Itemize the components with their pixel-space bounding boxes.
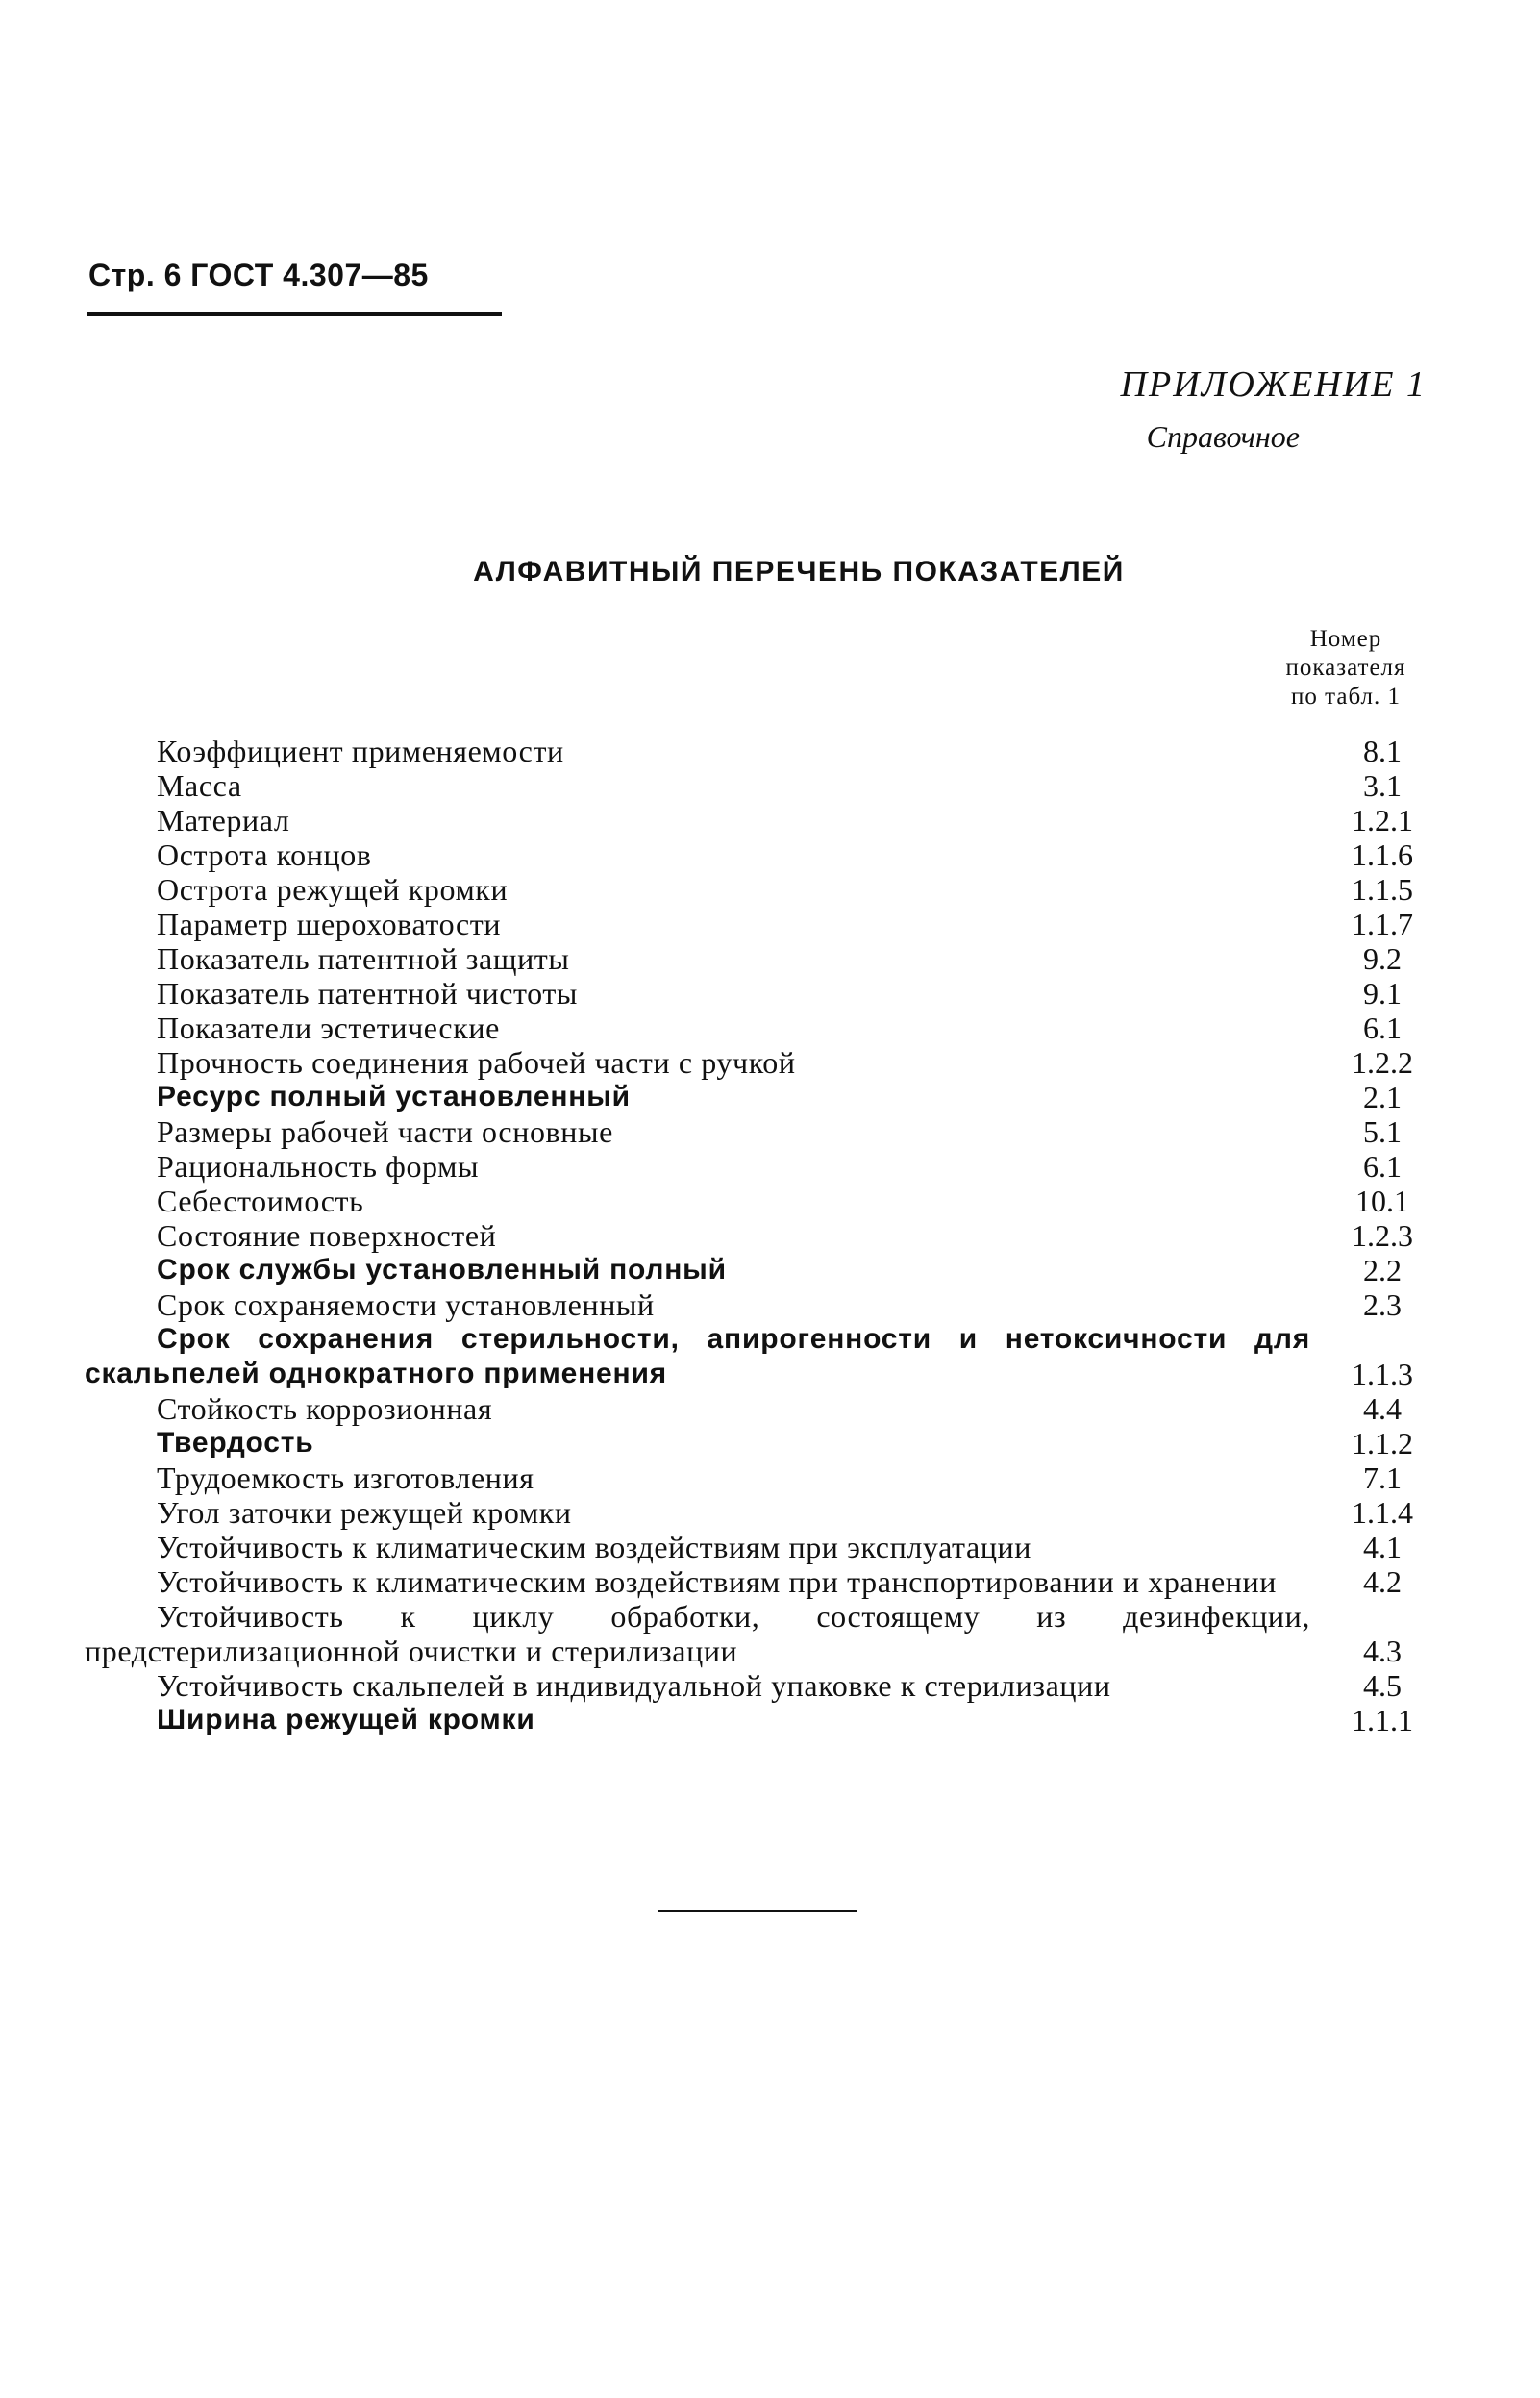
entry-number: 3.1: [1363, 768, 1402, 803]
entry-number: 1.1.4: [1352, 1495, 1413, 1530]
end-divider: [658, 1910, 857, 1912]
entry-term: Показатели эстетические: [157, 1011, 500, 1045]
index-entry: [85, 734, 1435, 768]
index-entry: [85, 976, 1435, 1011]
appendix-note: Справочное: [1146, 419, 1300, 454]
index-entry: [85, 1149, 1435, 1184]
list-title: АЛФАВИТНЫЙ ПЕРЕЧЕНЬ ПОКАЗАТЕЛЕЙ: [473, 556, 1125, 587]
entry-number: 4.3: [1363, 1634, 1402, 1668]
page-header: Стр. 6 ГОСТ 4.307—85: [88, 258, 429, 292]
entry-number: 8.1: [1363, 734, 1402, 768]
index-entry: [85, 1011, 1435, 1045]
index-entry: [85, 941, 1435, 976]
index-entry: [85, 1045, 1435, 1080]
index-entry: [85, 1703, 1435, 1737]
index-entry: [85, 1426, 1435, 1461]
entry-number: 4.2: [1363, 1564, 1402, 1599]
index-list: [85, 734, 1435, 1737]
index-entry: [85, 1184, 1435, 1218]
appendix-title: ПРИЛОЖЕНИЕ 1: [1120, 364, 1427, 405]
index-entry: [85, 768, 1435, 803]
index-entry: [85, 1530, 1435, 1564]
index-entry: [85, 1461, 1435, 1495]
entry-number: 1.1.7: [1352, 907, 1413, 941]
number-column-header-line: по табл. 1: [1290, 684, 1402, 710]
entry-term: Угол заточки режущей кромки: [157, 1495, 572, 1530]
index-entry: [85, 872, 1435, 907]
entry-term: Острота режущей кромки: [157, 872, 509, 907]
index-entry: [85, 1218, 1435, 1253]
entry-term: Параметр шероховатости: [157, 907, 502, 941]
entry-term: Срок службы установленный полный: [157, 1254, 727, 1286]
entry-term: Устойчивость к климатическим воздействиям при эксплуатации: [157, 1530, 1032, 1564]
entry-term: Масса: [157, 768, 242, 803]
number-column-header-line: Номер: [1309, 626, 1382, 652]
entry-term: Материал: [157, 803, 290, 837]
index-entry: [85, 1668, 1435, 1703]
entry-number: 9.2: [1363, 941, 1402, 976]
index-entry: [85, 1599, 1435, 1668]
entry-number: 4.4: [1363, 1391, 1402, 1426]
entry-number: 1.1.3: [1352, 1357, 1413, 1391]
entry-number: 4.1: [1363, 1530, 1402, 1564]
entry-term: Рациональность формы: [157, 1149, 480, 1184]
index-entry: [85, 1080, 1435, 1114]
entry-term: Устойчивость к климатическим воздействиям при транспортировании и хранении: [157, 1564, 1277, 1599]
entry-term: Себестоимость: [157, 1184, 364, 1218]
entry-number: 6.1: [1363, 1011, 1402, 1045]
index-entry: [85, 837, 1435, 872]
entry-number: 4.5: [1363, 1668, 1402, 1703]
number-column-header-line: показателя: [1285, 655, 1406, 681]
index-entry: [85, 1322, 1435, 1391]
entry-term: Устойчивость к циклу обработки, состоящему из дезинфекции, предстерилизационной очистки и стерилизации: [85, 1599, 1310, 1668]
index-entry: [85, 1253, 1435, 1287]
entry-number: 10.1: [1355, 1184, 1409, 1218]
entry-term: Срок сохранения стерильности, апирогенности и нетоксичности для скальпелей однократного применения: [85, 1323, 1310, 1389]
entry-term: Ширина режущей кромки: [157, 1704, 535, 1736]
entry-term: Показатель патентной защиты: [157, 941, 570, 976]
entry-number: 1.1.5: [1352, 872, 1413, 907]
entry-number: 1.1.1: [1352, 1703, 1413, 1737]
entry-term: Трудоемкость изготовления: [157, 1461, 534, 1495]
index-entry: [85, 907, 1435, 941]
entry-number: 6.1: [1363, 1149, 1402, 1184]
entry-term: Твердость: [157, 1427, 314, 1459]
number-column-header: [1250, 625, 1442, 712]
entry-term: Срок сохраняемости установленный: [157, 1287, 655, 1322]
entry-term: Устойчивость скальпелей в индивидуальной упаковке к стерилизации: [157, 1668, 1111, 1703]
entry-number: 2.3: [1363, 1287, 1402, 1322]
index-entry: [85, 1564, 1435, 1599]
index-entry: [85, 1114, 1435, 1149]
entry-number: 1.2.3: [1352, 1218, 1413, 1253]
entry-term: Ресурс полный установленный: [157, 1081, 631, 1112]
entry-number: 1.1.2: [1352, 1426, 1413, 1461]
entry-term: Состояние поверхностей: [157, 1218, 497, 1253]
entry-number: 5.1: [1363, 1114, 1402, 1149]
entry-term: Показатель патентной чистоты: [157, 976, 579, 1011]
entry-number: 1.2.1: [1352, 803, 1413, 837]
entry-term: Прочность соединения рабочей части с ручкой: [157, 1045, 796, 1080]
entry-number: 2.1: [1363, 1080, 1402, 1114]
index-entry: [85, 1495, 1435, 1530]
entry-term: Стойкость коррозионная: [157, 1391, 493, 1426]
entry-number: 1.2.2: [1352, 1045, 1413, 1080]
entry-number: 1.1.6: [1352, 837, 1413, 872]
entry-term: Острота концов: [157, 837, 372, 872]
entry-number: 2.2: [1363, 1253, 1402, 1287]
entry-number: 9.1: [1363, 976, 1402, 1011]
index-entry: [85, 1287, 1435, 1322]
index-entry: [85, 803, 1435, 837]
index-entry: [85, 1391, 1435, 1426]
entry-number: 7.1: [1363, 1461, 1402, 1495]
entry-term: Коэффициент применяемости: [157, 734, 564, 768]
entry-term: Размеры рабочей части основные: [157, 1114, 613, 1149]
header-divider: [87, 312, 502, 316]
